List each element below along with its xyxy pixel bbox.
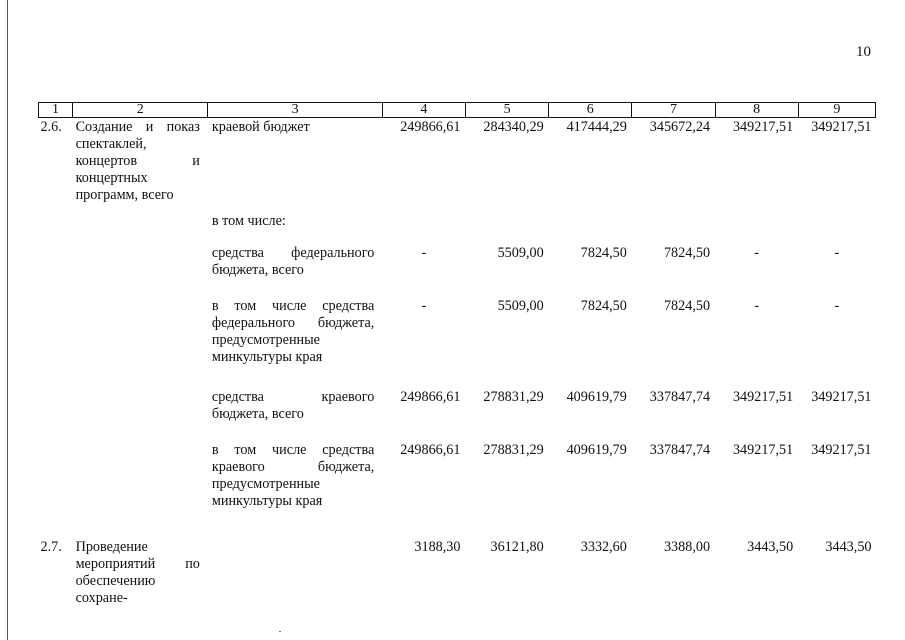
value-col-7: 345672,24 — [649, 119, 711, 135]
value-col-7: 7824,50 — [663, 298, 711, 314]
value-col-6: 7824,50 — [580, 245, 627, 261]
header-cell-9: 9 — [798, 103, 875, 118]
value-col-6: 417444,29 — [566, 119, 627, 135]
value-col-6 — [549, 212, 632, 230]
header-cell-4: 4 — [382, 103, 465, 118]
funding-source: средства краевого бюджета, всего — [211, 389, 375, 422]
value-col-5: 278831,29 — [483, 442, 544, 458]
value-col-9: - — [834, 245, 840, 261]
value-col-5: 36121,80 — [490, 539, 544, 555]
activity-name — [73, 388, 208, 423]
value-col-4: - — [421, 298, 427, 314]
row-spacer — [39, 366, 876, 388]
table-row — [39, 212, 876, 230]
header-cell-1: 1 — [39, 103, 73, 118]
value-col-7: 337847,74 — [649, 389, 711, 405]
header-cell-5: 5 — [465, 103, 548, 118]
funding-source: в том числе: — [211, 213, 286, 229]
value-col-9: 3443,50 — [825, 539, 872, 555]
value-col-6: 7824,50 — [580, 298, 627, 314]
value-col-8: 349217,51 — [732, 389, 794, 405]
value-col-4: 249866,61 — [400, 119, 461, 135]
row-number — [39, 388, 73, 423]
funding-source: в том числе средства федерального бюджета, предусмотренные минкультуры края — [211, 298, 375, 365]
table-row — [39, 441, 876, 510]
value-col-5: 284340,29 — [483, 119, 544, 135]
header-cell-3: 3 — [208, 103, 382, 118]
table-row — [39, 388, 876, 423]
value-col-8: 349217,51 — [732, 119, 794, 135]
row-spacer — [39, 204, 876, 212]
value-col-6: 409619,79 — [566, 389, 627, 405]
funding-source: краевой бюджет — [211, 119, 310, 135]
table-header-row — [39, 103, 876, 118]
row-spacer — [39, 423, 876, 441]
funding-source — [208, 538, 382, 607]
table-row — [39, 538, 876, 607]
value-col-9: 349217,51 — [811, 119, 872, 135]
row-number — [39, 244, 73, 279]
page-number: 10 — [856, 44, 871, 60]
header-cell-8: 8 — [715, 103, 798, 118]
value-col-9: - — [834, 298, 840, 314]
value-col-7 — [632, 212, 715, 230]
scan-edge-line — [7, 0, 8, 640]
value-col-8 — [715, 212, 798, 230]
row-number — [39, 212, 73, 230]
row-spacer — [39, 510, 876, 538]
value-col-5 — [465, 212, 548, 230]
table-row — [39, 244, 876, 279]
activity-name — [73, 212, 208, 230]
activity-name: Проведение мероприятий по обеспечению сохране- — [75, 539, 200, 606]
value-col-7: 7824,50 — [663, 245, 711, 261]
value-col-5: 5509,00 — [497, 298, 544, 314]
row-spacer — [39, 230, 876, 244]
activity-name: Создание и показ спектаклей, концертов и концертных программ, всего — [75, 119, 200, 203]
header-cell-6: 6 — [549, 103, 632, 118]
value-col-5: 278831,29 — [483, 389, 544, 405]
value-col-9: 349217,51 — [811, 389, 872, 405]
header-cell-7: 7 — [632, 103, 715, 118]
value-col-9 — [798, 212, 875, 230]
scan-speck — [279, 631, 281, 632]
value-col-8: 3443,50 — [747, 539, 794, 555]
table-row — [39, 118, 876, 205]
header-cell-2: 2 — [73, 103, 208, 118]
row-number — [39, 441, 73, 510]
value-col-4: 3188,30 — [414, 539, 461, 555]
value-col-4: 249866,61 — [400, 389, 461, 405]
budget-table — [38, 102, 876, 607]
row-number — [39, 297, 73, 366]
value-col-4: 249866,61 — [400, 442, 461, 458]
row-number: 2.7. — [40, 539, 62, 555]
row-number: 2.6. — [40, 119, 62, 135]
value-col-6: 3332,60 — [580, 539, 627, 555]
activity-name — [73, 244, 208, 279]
value-col-4: - — [421, 245, 427, 261]
value-col-4 — [382, 212, 465, 230]
table-row — [39, 297, 876, 366]
activity-name — [73, 441, 208, 510]
value-col-5: 5509,00 — [497, 245, 544, 261]
value-col-8: - — [754, 298, 759, 314]
row-spacer — [39, 279, 876, 297]
value-col-6: 409619,79 — [566, 442, 627, 458]
funding-source: в том числе средства краевого бюджета, предусмотренные минкультуры края — [211, 442, 375, 509]
value-col-8: - — [754, 245, 759, 261]
value-col-9: 349217,51 — [811, 442, 872, 458]
funding-source: средства федерального бюджета, всего — [211, 245, 375, 278]
value-col-7: 3388,00 — [663, 539, 711, 555]
value-col-7: 337847,74 — [649, 442, 711, 458]
value-col-8: 349217,51 — [732, 442, 794, 458]
activity-name — [73, 297, 208, 366]
